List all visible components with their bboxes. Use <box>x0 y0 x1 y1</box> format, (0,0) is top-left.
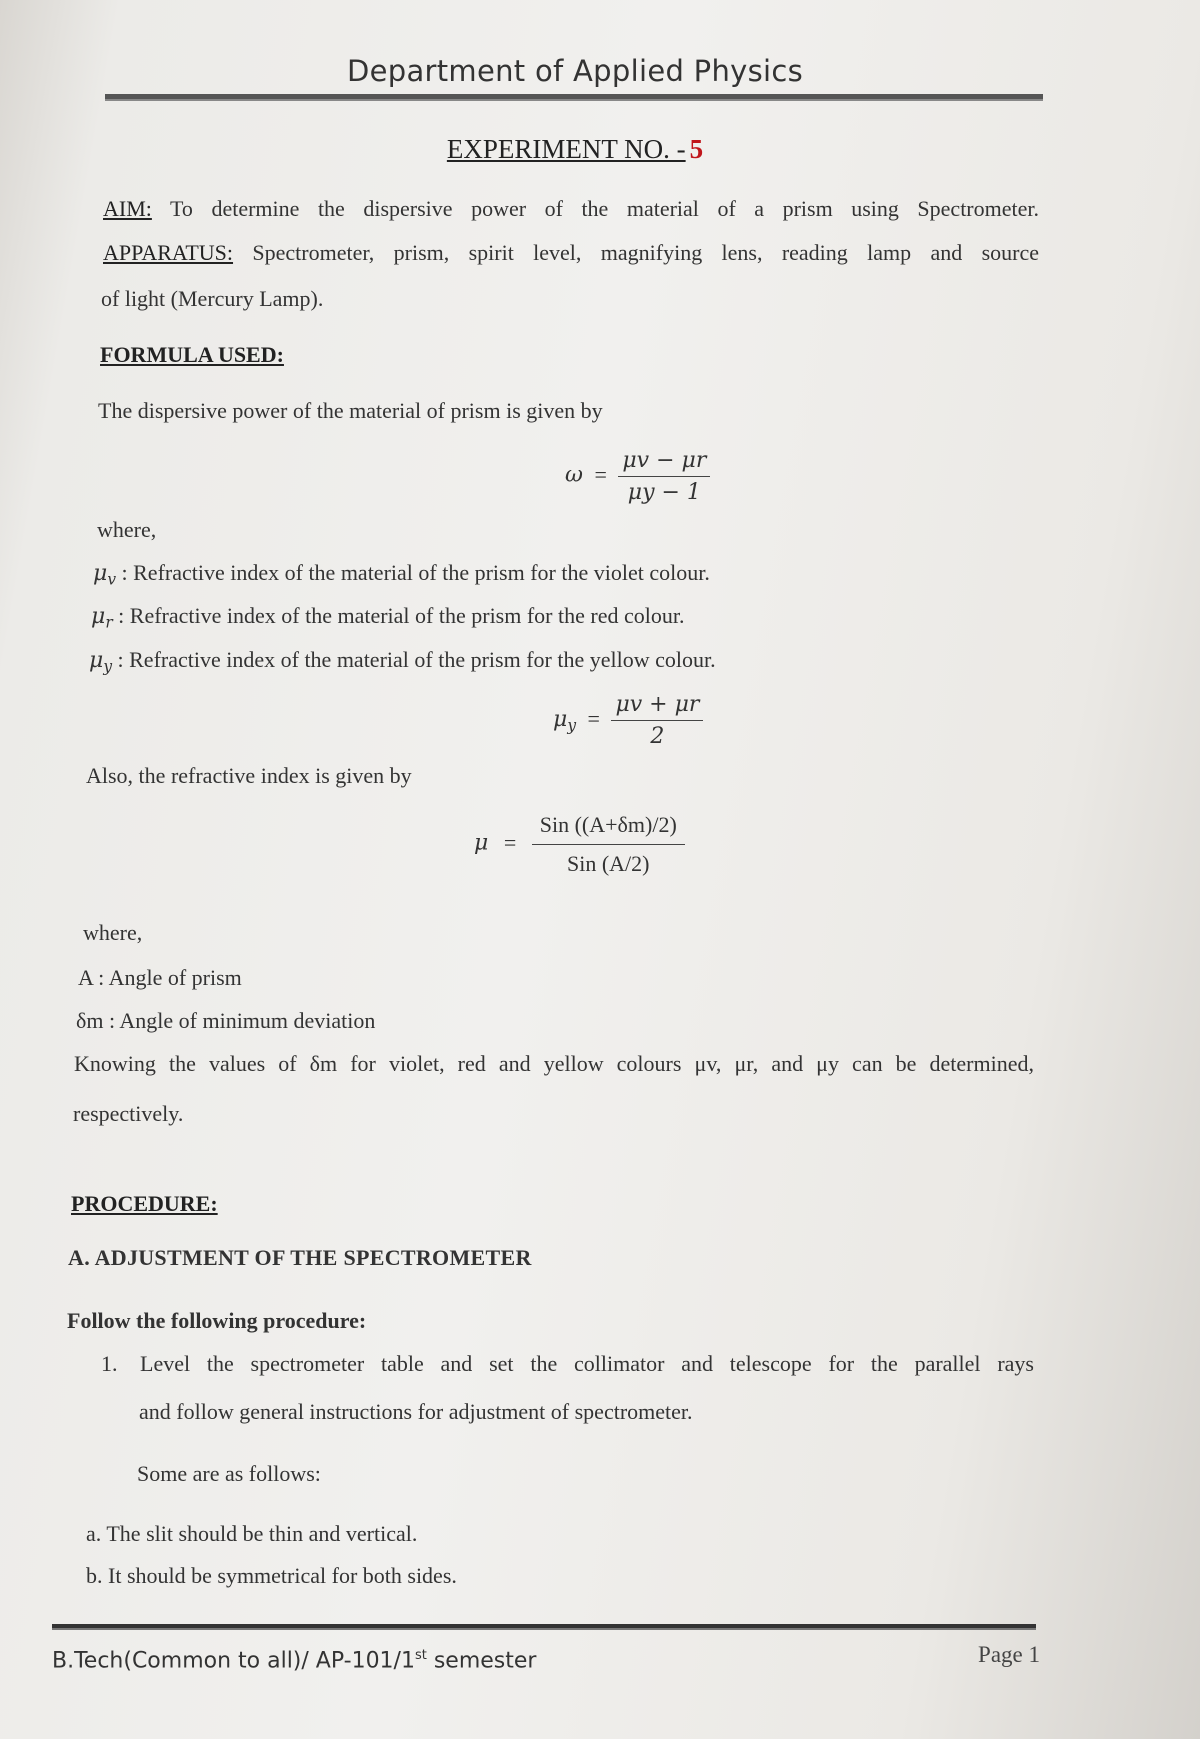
handwritten-experiment-number: 5 <box>689 134 704 164</box>
also-text: Also, the refractive index is given by <box>86 763 412 788</box>
where-label-2: where, <box>83 920 143 945</box>
knowing-text-line-2: respectively. <box>73 1101 184 1126</box>
aim-line <box>103 196 1039 222</box>
refractive-index-equation: μ = $\frac{\text{Sin ((A+δm)/2)}}{\text{Sin (A/2)}}$ <box>474 812 685 877</box>
definition-violet: $\mu_v$ : Refractive index of the material of the prism for the violet colour. <box>93 560 710 589</box>
where-label: where, <box>97 517 157 542</box>
some-as-follows: Some are as follows: <box>137 1461 321 1486</box>
experiment-title: EXPERIMENT NO. - 5 <box>446 134 704 164</box>
formula-heading: FORMULA USED: <box>100 342 284 367</box>
omega-fraction <box>618 448 710 505</box>
list-item-a: a. The slit should be thin and vertical. <box>86 1521 418 1546</box>
mu-yellow-denominator: 2 <box>650 724 665 749</box>
definition-yellow: $\mu_y$ : Refractive index of the material of the prism for the yellow colour. <box>89 647 716 676</box>
header-rule <box>105 94 1043 101</box>
department-title: Department of Applied Physics <box>346 54 804 88</box>
section-a-heading: A. ADJUSTMENT OF THE SPECTROMETER <box>68 1245 532 1270</box>
omega-denominator: μy − 1 <box>627 480 701 505</box>
mu-yellow-equation: $\mu_y$ = $\frac{\mu v + \mu r}{2}$ <box>553 692 703 749</box>
aim-text: To determine the dispersive power of the material of a prism using Spectrometer. <box>170 196 1039 221</box>
apparatus-text: Spectrometer, prism, spirit level, magnifying lens, reading lamp and source <box>252 240 1040 265</box>
aim-label: AIM: <box>103 196 152 221</box>
formula-intro: The dispersive power of the material of prism is given by <box>98 398 603 423</box>
page-number: Page 1 <box>978 1642 1040 1667</box>
mu-yellow-numerator: μv + μr <box>611 692 703 721</box>
apparatus-line-2: of light (Mercury Lamp). <box>101 286 324 311</box>
definition-red: $\mu_r$ : Refractive index of the material of the prism for the red colour. <box>91 603 685 632</box>
refractive-index-fraction <box>532 812 685 877</box>
refractive-index-denominator: Sin (A/2) <box>567 851 650 876</box>
step-1-line-2: and follow general instructions for adjustment of spectrometer. <box>139 1399 693 1424</box>
mu-yellow-fraction <box>611 692 703 749</box>
footer-rule <box>52 1624 1036 1630</box>
definition-min-deviation: δm : Angle of minimum deviation <box>76 1008 376 1033</box>
omega-symbol: ω <box>565 462 583 488</box>
omega-numerator: μv − μr <box>618 448 710 477</box>
step-1-number: 1. <box>101 1351 118 1376</box>
apparatus-line <box>103 240 1039 266</box>
definition-angle-prism: A : Angle of prism <box>78 965 242 990</box>
refractive-index-numerator: Sin ((A+δm)/2) <box>532 812 685 845</box>
step-1-line-1: Level the spectrometer table and set the collimator and telescope for the parallel rays <box>140 1351 1034 1376</box>
follow-procedure-label: Follow the following procedure: <box>67 1308 367 1333</box>
footer-course: B.Tech(Common to all)/ AP-101/1st semester <box>52 1648 537 1674</box>
procedure-heading: PROCEDURE: <box>71 1191 218 1216</box>
apparatus-label: APPARATUS: <box>103 240 234 265</box>
list-item-b: b. It should be symmetrical for both sides. <box>86 1563 457 1588</box>
knowing-text-line-1: Knowing the values of δm for violet, red and yellow colours μv, μr, and μy can be determined, <box>74 1051 1034 1076</box>
dispersive-power-equation: ω = $\frac{\mu v - \mu r}{\mu y - 1}$ <box>565 448 710 505</box>
